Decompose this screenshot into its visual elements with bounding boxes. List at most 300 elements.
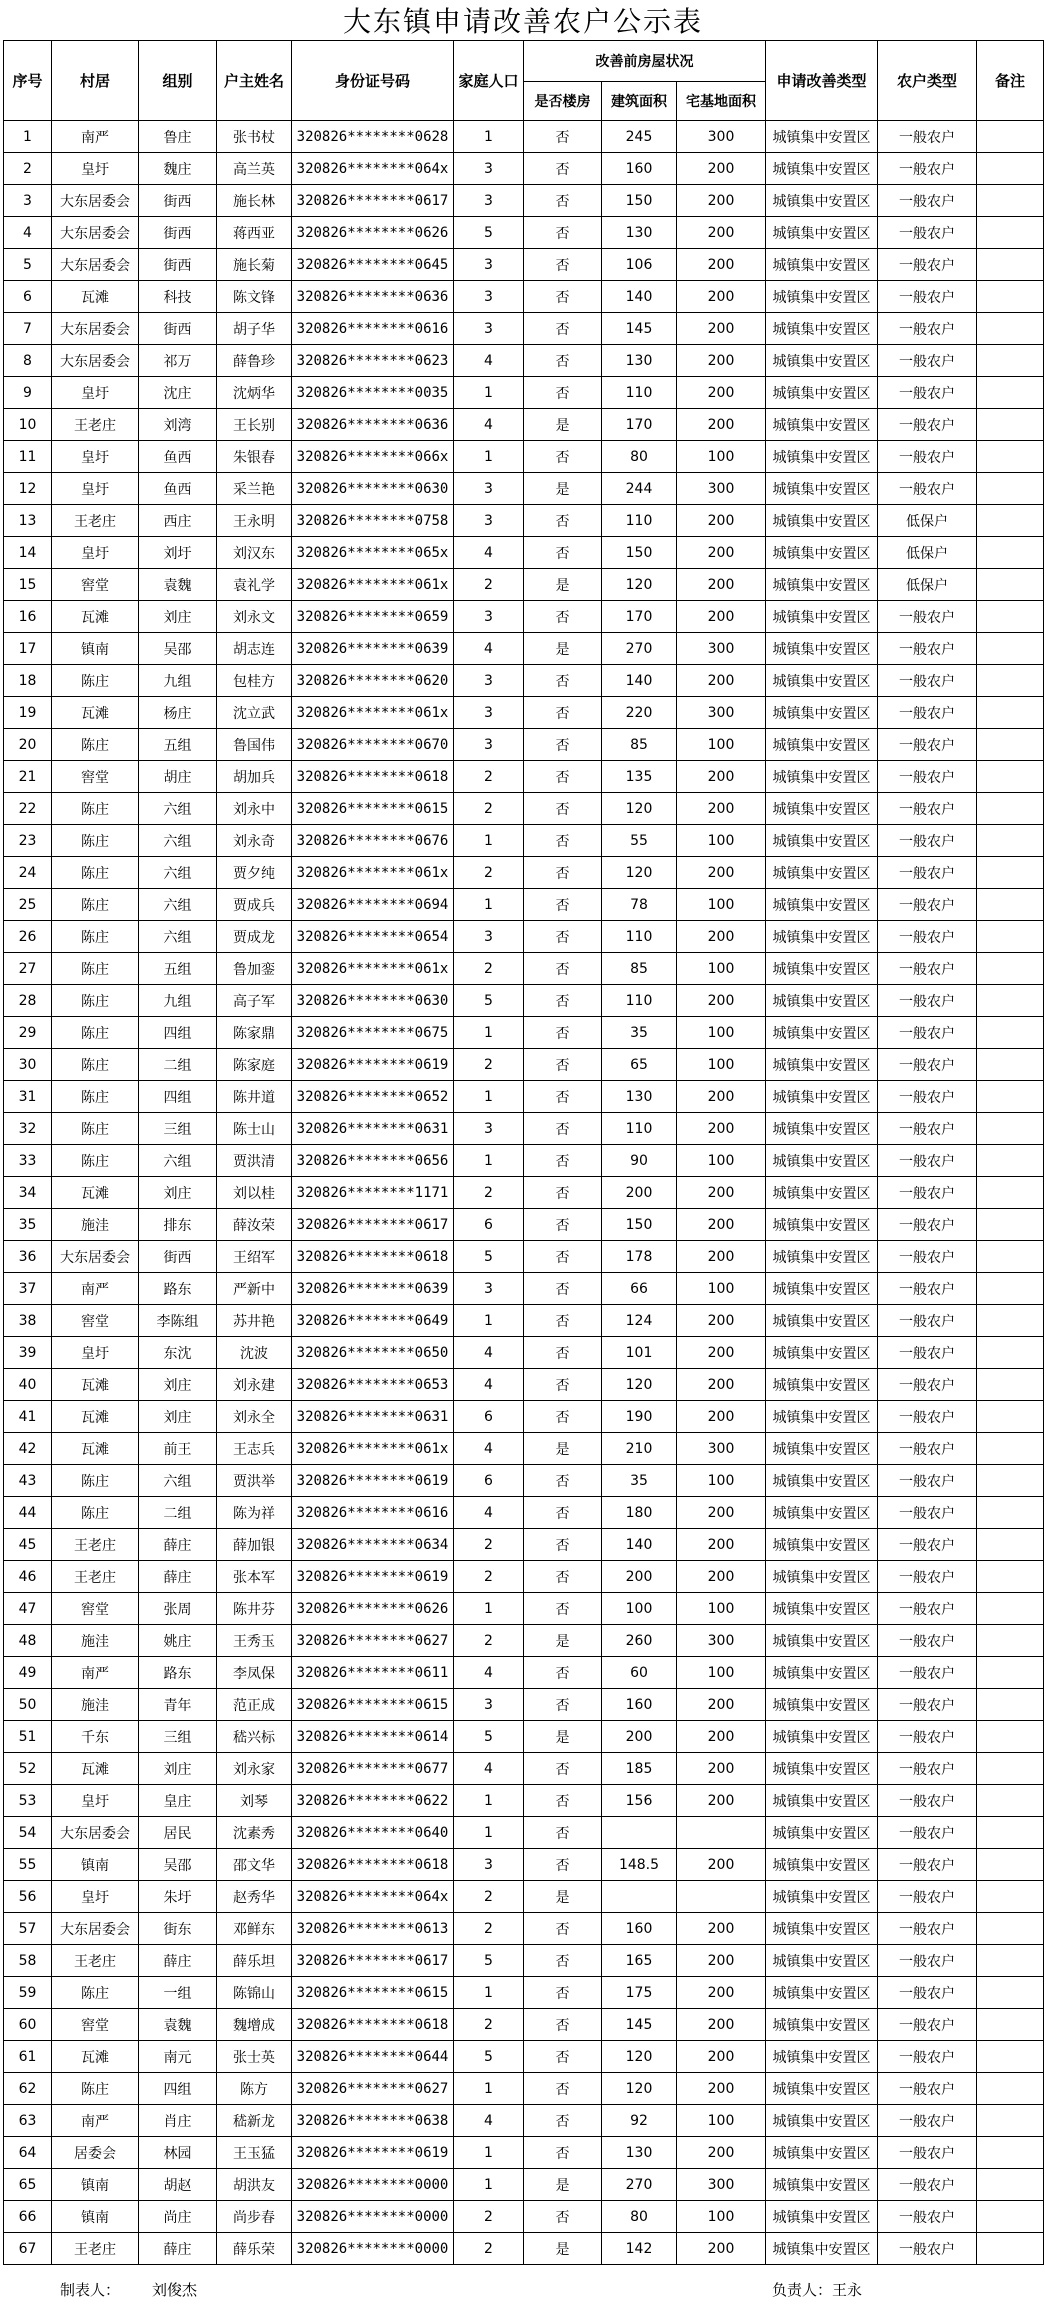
table-row[interactable] <box>4 857 1044 889</box>
cell-id[interactable]: 320826********0618 <box>292 1241 454 1273</box>
cell-area[interactable]: 110 <box>602 1113 677 1145</box>
cell-is-building[interactable]: 否 <box>524 2105 602 2137</box>
cell-owner[interactable]: 陈士山 <box>217 1113 292 1145</box>
cell-owner[interactable]: 邵文华 <box>217 1849 292 1881</box>
cell-village[interactable]: 陈庄 <box>52 2073 139 2105</box>
cell-land[interactable]: 300 <box>677 1625 766 1657</box>
cell-village[interactable]: 陈庄 <box>52 793 139 825</box>
table-row[interactable] <box>4 761 1044 793</box>
cell-area[interactable]: 140 <box>602 281 677 313</box>
cell-owner[interactable]: 朱银春 <box>217 441 292 473</box>
cell-apply-type[interactable]: 城镇集中安置区 <box>766 601 878 633</box>
cell-is-building[interactable]: 否 <box>524 1753 602 1785</box>
cell-area[interactable]: 120 <box>602 1369 677 1401</box>
cell-remark[interactable] <box>977 505 1044 537</box>
cell-farmer-type[interactable]: 一般农户 <box>878 953 977 985</box>
cell-apply-type[interactable]: 城镇集中安置区 <box>766 1145 878 1177</box>
cell-remark[interactable] <box>977 1817 1044 1849</box>
cell-village[interactable]: 皇圩 <box>52 473 139 505</box>
cell-id[interactable]: 320826********0694 <box>292 889 454 921</box>
cell-seq[interactable]: 12 <box>4 473 52 505</box>
cell-land[interactable]: 300 <box>677 1433 766 1465</box>
cell-is-building[interactable]: 否 <box>524 1529 602 1561</box>
cell-apply-type[interactable]: 城镇集中安置区 <box>766 1465 878 1497</box>
cell-land[interactable]: 100 <box>677 1017 766 1049</box>
cell-remark[interactable] <box>977 697 1044 729</box>
cell-id[interactable]: 320826********0636 <box>292 409 454 441</box>
cell-group[interactable]: 居民 <box>139 1817 217 1849</box>
cell-land[interactable]: 200 <box>677 1913 766 1945</box>
cell-remark[interactable] <box>977 2041 1044 2073</box>
cell-land[interactable]: 200 <box>677 217 766 249</box>
cell-owner[interactable]: 薛加银 <box>217 1529 292 1561</box>
cell-remark[interactable] <box>977 1881 1044 1913</box>
cell-seq[interactable]: 6 <box>4 281 52 313</box>
cell-apply-type[interactable]: 城镇集中安置区 <box>766 441 878 473</box>
cell-seq[interactable]: 21 <box>4 761 52 793</box>
cell-owner[interactable]: 范正成 <box>217 1689 292 1721</box>
cell-area[interactable]: 110 <box>602 985 677 1017</box>
cell-village[interactable]: 陈庄 <box>52 1497 139 1529</box>
cell-farmer-type[interactable]: 一般农户 <box>878 1497 977 1529</box>
cell-id[interactable]: 320826********061x <box>292 569 454 601</box>
cell-remark[interactable] <box>977 537 1044 569</box>
cell-is-building[interactable]: 否 <box>524 1081 602 1113</box>
cell-is-building[interactable]: 是 <box>524 633 602 665</box>
cell-area[interactable]: 140 <box>602 1529 677 1561</box>
cell-group[interactable]: 六组 <box>139 921 217 953</box>
cell-village[interactable]: 瓦滩 <box>52 1401 139 1433</box>
cell-id[interactable]: 320826********0639 <box>292 633 454 665</box>
cell-land[interactable]: 200 <box>677 409 766 441</box>
cell-group[interactable]: 四组 <box>139 1081 217 1113</box>
cell-owner[interactable]: 贾洪举 <box>217 1465 292 1497</box>
cell-seq[interactable]: 1 <box>4 121 52 153</box>
cell-family[interactable]: 2 <box>454 953 524 985</box>
cell-seq[interactable]: 45 <box>4 1529 52 1561</box>
cell-area[interactable]: 270 <box>602 633 677 665</box>
cell-village[interactable]: 大东居委会 <box>52 1241 139 1273</box>
cell-area[interactable]: 145 <box>602 2009 677 2041</box>
cell-village[interactable]: 镇南 <box>52 1849 139 1881</box>
cell-group[interactable]: 吴邵 <box>139 1849 217 1881</box>
cell-remark[interactable] <box>977 2009 1044 2041</box>
cell-remark[interactable] <box>977 313 1044 345</box>
cell-apply-type[interactable]: 城镇集中安置区 <box>766 473 878 505</box>
cell-seq[interactable]: 42 <box>4 1433 52 1465</box>
cell-group[interactable]: 杨庄 <box>139 697 217 729</box>
cell-is-building[interactable]: 是 <box>524 409 602 441</box>
cell-apply-type[interactable]: 城镇集中安置区 <box>766 2105 878 2137</box>
cell-is-building[interactable]: 是 <box>524 2233 602 2265</box>
table-row[interactable] <box>4 2105 1044 2137</box>
cell-is-building[interactable]: 否 <box>524 1049 602 1081</box>
cell-is-building[interactable]: 否 <box>524 1177 602 1209</box>
cell-area[interactable]: 55 <box>602 825 677 857</box>
cell-apply-type[interactable]: 城镇集中安置区 <box>766 1433 878 1465</box>
cell-remark[interactable] <box>977 1753 1044 1785</box>
table-row[interactable] <box>4 2137 1044 2169</box>
cell-seq[interactable]: 16 <box>4 601 52 633</box>
cell-owner[interactable]: 刘汉东 <box>217 537 292 569</box>
cell-seq[interactable]: 54 <box>4 1817 52 1849</box>
cell-land[interactable]: 200 <box>677 1177 766 1209</box>
cell-family[interactable]: 2 <box>454 1561 524 1593</box>
cell-id[interactable]: 320826********0644 <box>292 2041 454 2073</box>
cell-seq[interactable]: 27 <box>4 953 52 985</box>
cell-village[interactable]: 陈庄 <box>52 1465 139 1497</box>
cell-id[interactable]: 320826********0616 <box>292 1497 454 1529</box>
cell-owner[interactable]: 施长林 <box>217 185 292 217</box>
cell-land[interactable]: 200 <box>677 1401 766 1433</box>
cell-village[interactable]: 王老庄 <box>52 1529 139 1561</box>
cell-village[interactable]: 窖堂 <box>52 761 139 793</box>
cell-id[interactable]: 320826********0619 <box>292 1561 454 1593</box>
cell-farmer-type[interactable]: 一般农户 <box>878 249 977 281</box>
cell-is-building[interactable]: 是 <box>524 1433 602 1465</box>
cell-farmer-type[interactable]: 一般农户 <box>878 2009 977 2041</box>
cell-land[interactable]: 300 <box>677 121 766 153</box>
cell-remark[interactable] <box>977 825 1044 857</box>
cell-remark[interactable] <box>977 601 1044 633</box>
cell-is-building[interactable]: 否 <box>524 1113 602 1145</box>
cell-is-building[interactable]: 否 <box>524 1145 602 1177</box>
cell-id[interactable]: 320826********0626 <box>292 1593 454 1625</box>
cell-farmer-type[interactable]: 一般农户 <box>878 1625 977 1657</box>
cell-apply-type[interactable]: 城镇集中安置区 <box>766 665 878 697</box>
cell-is-building[interactable]: 否 <box>524 1241 602 1273</box>
cell-owner[interactable]: 胡加兵 <box>217 761 292 793</box>
cell-village[interactable]: 镇南 <box>52 2169 139 2201</box>
cell-id[interactable]: 320826********0653 <box>292 1369 454 1401</box>
cell-land[interactable]: 200 <box>677 153 766 185</box>
cell-area[interactable]: 156 <box>602 1785 677 1817</box>
cell-area[interactable]: 80 <box>602 441 677 473</box>
cell-group[interactable]: 四组 <box>139 2073 217 2105</box>
cell-group[interactable]: 六组 <box>139 857 217 889</box>
cell-area[interactable]: 120 <box>602 2041 677 2073</box>
cell-seq[interactable]: 5 <box>4 249 52 281</box>
cell-family[interactable]: 1 <box>454 1081 524 1113</box>
table-row[interactable] <box>4 601 1044 633</box>
cell-area[interactable]: 120 <box>602 793 677 825</box>
cell-remark[interactable] <box>977 1369 1044 1401</box>
cell-remark[interactable] <box>977 2105 1044 2137</box>
cell-farmer-type[interactable]: 一般农户 <box>878 633 977 665</box>
cell-family[interactable]: 3 <box>454 665 524 697</box>
cell-seq[interactable]: 33 <box>4 1145 52 1177</box>
cell-remark[interactable] <box>977 953 1044 985</box>
cell-is-building[interactable]: 否 <box>524 281 602 313</box>
cell-family[interactable]: 4 <box>454 1753 524 1785</box>
cell-area[interactable]: 160 <box>602 1913 677 1945</box>
cell-is-building[interactable]: 否 <box>524 1497 602 1529</box>
cell-owner[interactable]: 刘永家 <box>217 1753 292 1785</box>
cell-group[interactable]: 刘庄 <box>139 601 217 633</box>
cell-seq[interactable]: 28 <box>4 985 52 1017</box>
cell-area[interactable]: 170 <box>602 601 677 633</box>
cell-farmer-type[interactable]: 一般农户 <box>878 217 977 249</box>
table-row[interactable] <box>4 1881 1044 1913</box>
cell-area[interactable]: 101 <box>602 1337 677 1369</box>
table-row[interactable] <box>4 729 1044 761</box>
cell-group[interactable]: 魏庄 <box>139 153 217 185</box>
table-row[interactable] <box>4 793 1044 825</box>
cell-family[interactable]: 5 <box>454 1721 524 1753</box>
cell-remark[interactable] <box>977 569 1044 601</box>
cell-village[interactable]: 陈庄 <box>52 1081 139 1113</box>
cell-family[interactable]: 4 <box>454 345 524 377</box>
cell-group[interactable]: 林园 <box>139 2137 217 2169</box>
cell-group[interactable]: 四组 <box>139 1017 217 1049</box>
cell-group[interactable]: 三组 <box>139 1721 217 1753</box>
cell-seq[interactable]: 13 <box>4 505 52 537</box>
cell-area[interactable]: 170 <box>602 409 677 441</box>
cell-farmer-type[interactable]: 一般农户 <box>878 2137 977 2169</box>
cell-apply-type[interactable]: 城镇集中安置区 <box>766 1113 878 1145</box>
cell-id[interactable]: 320826********0000 <box>292 2233 454 2265</box>
table-row[interactable] <box>4 377 1044 409</box>
table-row[interactable] <box>4 121 1044 153</box>
cell-seq[interactable]: 58 <box>4 1945 52 1977</box>
cell-land[interactable]: 200 <box>677 857 766 889</box>
cell-group[interactable]: 尚庄 <box>139 2201 217 2233</box>
cell-id[interactable]: 320826********066x <box>292 441 454 473</box>
cell-village[interactable]: 居委会 <box>52 2137 139 2169</box>
cell-owner[interactable]: 张书杖 <box>217 121 292 153</box>
cell-owner[interactable]: 袁礼学 <box>217 569 292 601</box>
cell-is-building[interactable]: 否 <box>524 825 602 857</box>
cell-owner[interactable]: 刘永中 <box>217 793 292 825</box>
cell-area[interactable]: 110 <box>602 505 677 537</box>
cell-group[interactable]: 路东 <box>139 1273 217 1305</box>
cell-group[interactable]: 科技 <box>139 281 217 313</box>
cell-is-building[interactable]: 是 <box>524 1625 602 1657</box>
cell-land[interactable]: 200 <box>677 1849 766 1881</box>
cell-apply-type[interactable]: 城镇集中安置区 <box>766 1593 878 1625</box>
cell-remark[interactable] <box>977 921 1044 953</box>
cell-remark[interactable] <box>977 1721 1044 1753</box>
cell-area[interactable]: 150 <box>602 1209 677 1241</box>
cell-apply-type[interactable]: 城镇集中安置区 <box>766 1497 878 1529</box>
cell-apply-type[interactable]: 城镇集中安置区 <box>766 1177 878 1209</box>
cell-apply-type[interactable]: 城镇集中安置区 <box>766 1849 878 1881</box>
cell-area[interactable]: 130 <box>602 217 677 249</box>
cell-farmer-type[interactable]: 一般农户 <box>878 2169 977 2201</box>
cell-family[interactable]: 1 <box>454 2169 524 2201</box>
cell-remark[interactable] <box>977 1145 1044 1177</box>
table-row[interactable] <box>4 2169 1044 2201</box>
cell-area[interactable]: 124 <box>602 1305 677 1337</box>
cell-farmer-type[interactable]: 一般农户 <box>878 2201 977 2233</box>
cell-group[interactable]: 刘湾 <box>139 409 217 441</box>
cell-farmer-type[interactable]: 一般农户 <box>878 473 977 505</box>
cell-owner[interactable]: 王志兵 <box>217 1433 292 1465</box>
cell-apply-type[interactable]: 城镇集中安置区 <box>766 2201 878 2233</box>
cell-farmer-type[interactable]: 一般农户 <box>878 1433 977 1465</box>
cell-farmer-type[interactable]: 一般农户 <box>878 985 977 1017</box>
cell-land[interactable]: 100 <box>677 953 766 985</box>
cell-land[interactable]: 200 <box>677 1529 766 1561</box>
cell-farmer-type[interactable]: 一般农户 <box>878 2105 977 2137</box>
cell-is-building[interactable]: 是 <box>524 1881 602 1913</box>
cell-remark[interactable] <box>977 473 1044 505</box>
table-row[interactable] <box>4 185 1044 217</box>
cell-village[interactable]: 陈庄 <box>52 921 139 953</box>
cell-group[interactable]: 六组 <box>139 1145 217 1177</box>
cell-apply-type[interactable]: 城镇集中安置区 <box>766 1881 878 1913</box>
cell-village[interactable]: 陈庄 <box>52 953 139 985</box>
cell-owner[interactable]: 采兰艳 <box>217 473 292 505</box>
cell-owner[interactable]: 苏井艳 <box>217 1305 292 1337</box>
cell-apply-type[interactable]: 城镇集中安置区 <box>766 1369 878 1401</box>
table-row[interactable] <box>4 1145 1044 1177</box>
cell-seq[interactable]: 52 <box>4 1753 52 1785</box>
cell-land[interactable]: 200 <box>677 761 766 793</box>
cell-village[interactable]: 大东居委会 <box>52 185 139 217</box>
cell-remark[interactable] <box>977 217 1044 249</box>
cell-owner[interactable]: 张本军 <box>217 1561 292 1593</box>
cell-apply-type[interactable]: 城镇集中安置区 <box>766 217 878 249</box>
cell-farmer-type[interactable]: 一般农户 <box>878 889 977 921</box>
cell-family[interactable]: 3 <box>454 313 524 345</box>
cell-family[interactable]: 3 <box>454 473 524 505</box>
table-row[interactable] <box>4 1593 1044 1625</box>
cell-village[interactable]: 陈庄 <box>52 889 139 921</box>
cell-farmer-type[interactable]: 一般农户 <box>878 1049 977 1081</box>
cell-id[interactable]: 320826********0614 <box>292 1721 454 1753</box>
cell-apply-type[interactable]: 城镇集中安置区 <box>766 2233 878 2265</box>
cell-farmer-type[interactable]: 低保户 <box>878 505 977 537</box>
cell-seq[interactable]: 38 <box>4 1305 52 1337</box>
cell-land[interactable]: 100 <box>677 825 766 857</box>
cell-remark[interactable] <box>977 1337 1044 1369</box>
cell-group[interactable]: 袁魏 <box>139 2009 217 2041</box>
cell-family[interactable]: 3 <box>454 1113 524 1145</box>
cell-owner[interactable]: 陈方 <box>217 2073 292 2105</box>
table-row[interactable] <box>4 1049 1044 1081</box>
cell-land[interactable]: 200 <box>677 1945 766 1977</box>
cell-is-building[interactable]: 否 <box>524 697 602 729</box>
table-row[interactable] <box>4 697 1044 729</box>
cell-seq[interactable]: 61 <box>4 2041 52 2073</box>
cell-seq[interactable]: 43 <box>4 1465 52 1497</box>
cell-owner[interactable]: 胡志连 <box>217 633 292 665</box>
cell-area[interactable]: 150 <box>602 185 677 217</box>
cell-group[interactable]: 刘庄 <box>139 1177 217 1209</box>
cell-family[interactable]: 2 <box>454 2009 524 2041</box>
cell-village[interactable]: 镇南 <box>52 2201 139 2233</box>
cell-family[interactable]: 3 <box>454 153 524 185</box>
cell-is-building[interactable]: 否 <box>524 377 602 409</box>
cell-id[interactable]: 320826********061x <box>292 697 454 729</box>
table-row[interactable] <box>4 1369 1044 1401</box>
cell-group[interactable]: 薛庄 <box>139 1561 217 1593</box>
cell-remark[interactable] <box>977 409 1044 441</box>
cell-id[interactable]: 320826********0616 <box>292 313 454 345</box>
cell-seq[interactable]: 51 <box>4 1721 52 1753</box>
cell-land[interactable]: 100 <box>677 441 766 473</box>
cell-owner[interactable]: 陈家鼎 <box>217 1017 292 1049</box>
cell-farmer-type[interactable]: 一般农户 <box>878 1593 977 1625</box>
cell-group[interactable]: 街东 <box>139 1913 217 1945</box>
cell-id[interactable]: 320826********0619 <box>292 1465 454 1497</box>
cell-land[interactable]: 100 <box>677 1657 766 1689</box>
cell-farmer-type[interactable]: 一般农户 <box>878 1209 977 1241</box>
cell-group[interactable]: 胡赵 <box>139 2169 217 2201</box>
cell-apply-type[interactable]: 城镇集中安置区 <box>766 537 878 569</box>
cell-group[interactable]: 祁万 <box>139 345 217 377</box>
cell-is-building[interactable]: 否 <box>524 153 602 185</box>
cell-village[interactable]: 大东居委会 <box>52 1913 139 1945</box>
cell-owner[interactable]: 张士英 <box>217 2041 292 2073</box>
cell-seq[interactable]: 25 <box>4 889 52 921</box>
cell-owner[interactable]: 薛汝荣 <box>217 1209 292 1241</box>
cell-village[interactable]: 陈庄 <box>52 1977 139 2009</box>
table-row[interactable] <box>4 1977 1044 2009</box>
cell-group[interactable]: 李陈组 <box>139 1305 217 1337</box>
cell-id[interactable]: 320826********065x <box>292 537 454 569</box>
cell-farmer-type[interactable]: 一般农户 <box>878 1657 977 1689</box>
cell-village[interactable]: 陈庄 <box>52 985 139 1017</box>
cell-village[interactable]: 陈庄 <box>52 1113 139 1145</box>
cell-land[interactable]: 200 <box>677 345 766 377</box>
cell-area[interactable]: 65 <box>602 1049 677 1081</box>
table-row[interactable] <box>4 1273 1044 1305</box>
cell-group[interactable]: 皇庄 <box>139 1785 217 1817</box>
cell-group[interactable]: 六组 <box>139 1465 217 1497</box>
cell-remark[interactable] <box>977 1241 1044 1273</box>
cell-apply-type[interactable]: 城镇集中安置区 <box>766 2009 878 2041</box>
cell-group[interactable]: 姚庄 <box>139 1625 217 1657</box>
cell-is-building[interactable]: 否 <box>524 1977 602 2009</box>
cell-is-building[interactable]: 是 <box>524 1721 602 1753</box>
cell-seq[interactable]: 11 <box>4 441 52 473</box>
cell-remark[interactable] <box>977 377 1044 409</box>
cell-family[interactable]: 2 <box>454 569 524 601</box>
cell-id[interactable]: 320826********0622 <box>292 1785 454 1817</box>
cell-family[interactable]: 3 <box>454 1849 524 1881</box>
cell-apply-type[interactable]: 城镇集中安置区 <box>766 409 878 441</box>
cell-family[interactable]: 1 <box>454 2137 524 2169</box>
cell-land[interactable]: 200 <box>677 1753 766 1785</box>
cell-is-building[interactable]: 否 <box>524 921 602 953</box>
cell-apply-type[interactable]: 城镇集中安置区 <box>766 2137 878 2169</box>
table-row[interactable] <box>4 281 1044 313</box>
cell-remark[interactable] <box>977 1529 1044 1561</box>
cell-family[interactable]: 1 <box>454 121 524 153</box>
cell-id[interactable]: 320826********0636 <box>292 281 454 313</box>
cell-area[interactable]: 244 <box>602 473 677 505</box>
cell-village[interactable]: 窖堂 <box>52 1305 139 1337</box>
cell-apply-type[interactable]: 城镇集中安置区 <box>766 1241 878 1273</box>
cell-family[interactable]: 5 <box>454 1241 524 1273</box>
cell-id[interactable]: 320826********0617 <box>292 1945 454 1977</box>
cell-is-building[interactable]: 否 <box>524 1817 602 1849</box>
cell-remark[interactable] <box>977 1401 1044 1433</box>
table-row[interactable] <box>4 633 1044 665</box>
cell-id[interactable]: 320826********064x <box>292 153 454 185</box>
cell-land[interactable]: 100 <box>677 1593 766 1625</box>
cell-group[interactable]: 街西 <box>139 185 217 217</box>
cell-seq[interactable]: 37 <box>4 1273 52 1305</box>
cell-is-building[interactable]: 否 <box>524 1465 602 1497</box>
cell-farmer-type[interactable]: 一般农户 <box>878 1689 977 1721</box>
table-row[interactable] <box>4 409 1044 441</box>
cell-group[interactable]: 胡庄 <box>139 761 217 793</box>
cell-seq[interactable]: 49 <box>4 1657 52 1689</box>
table-row[interactable] <box>4 1561 1044 1593</box>
